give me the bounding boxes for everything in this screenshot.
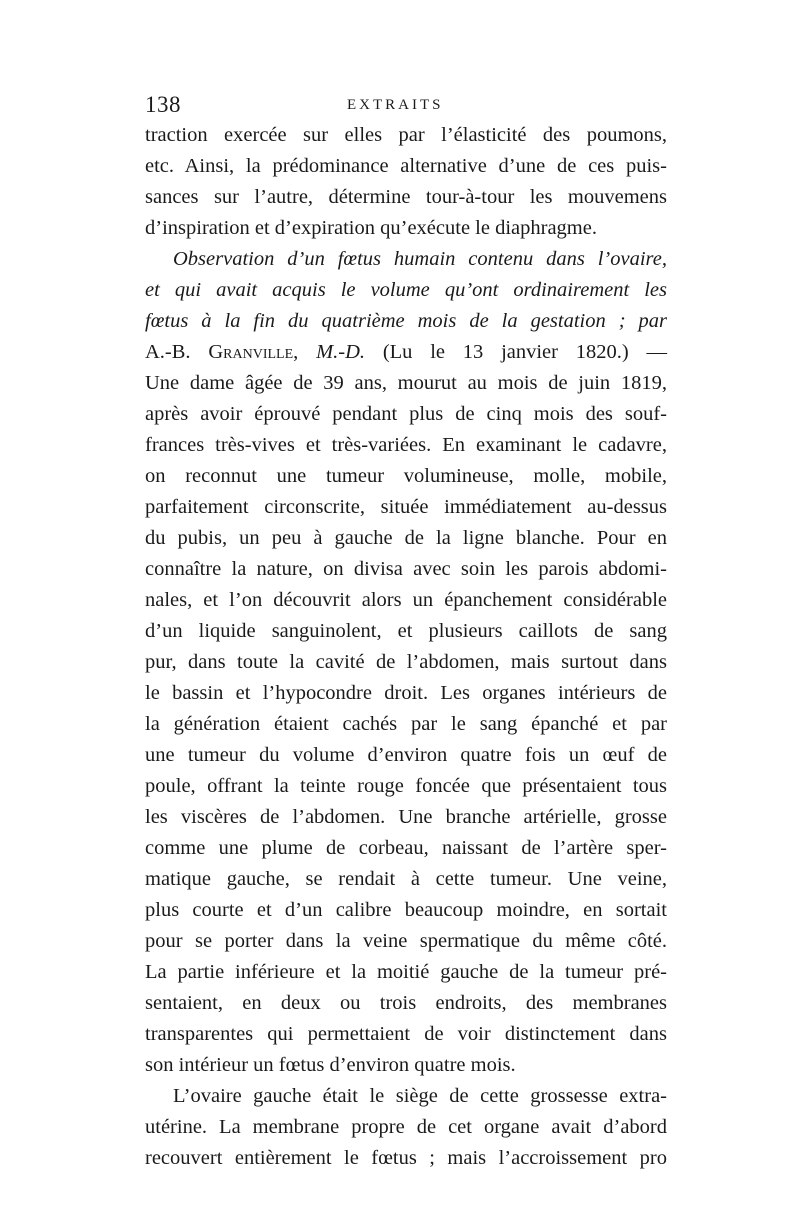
text-line: Une dame âgée de 39 ans, mourut au mois de juin 1819, (145, 372, 667, 394)
text-line: d’inspiration et d’expiration qu’exécute le diaphragme. (145, 217, 597, 239)
author-separator: , (293, 341, 317, 363)
article-title-line: et qui avait acquis le volume qu’ont ordinairement les (145, 279, 667, 301)
text-line: La partie inférieure et la moitié gauche de la tumeur pré- (145, 961, 667, 983)
text-line: d’un liquide sanguinolent, et plusieurs caillots de sang (145, 620, 667, 642)
text-line: utérine. La membrane propre de cet organe avait d’abord (145, 1116, 667, 1138)
text-line: nales, et l’on découvrit alors un épanchement considérable (145, 589, 667, 611)
text-line: transparentes qui permettaient de voir distinctement dans (145, 1023, 667, 1045)
text-line: du pubis, un peu à gauche de la ligne blanche. Pour en (145, 527, 667, 549)
author-initials: A.-B. (145, 341, 209, 363)
text-line: connaître la nature, on divisa avec soin les parois abdomi- (145, 558, 667, 580)
body-text (145, 120, 667, 1174)
text-line: sentaient, en deux ou trois endroits, des membranes (145, 992, 667, 1014)
text-line: recouvert entièrement le fœtus ; mais l’accroissement pro (145, 1147, 667, 1169)
text-line: son intérieur un fœtus d’environ quatre mois. (145, 1054, 516, 1076)
text-line: comme une plume de corbeau, naissant de l’artère sper- (145, 837, 667, 859)
text-line: pur, dans toute la cavité de l’abdomen, mais surtout dans (145, 651, 667, 673)
author-line (145, 337, 667, 368)
text-line: traction exercée sur elles par l’élasticité des poumons, (145, 124, 667, 146)
running-head: EXTRAITS (347, 97, 444, 113)
text-line: une tumeur du volume d’environ quatre fois un œuf de (145, 744, 667, 766)
text-line: sances sur l’autre, détermine tour-à-tour les mouvemens (145, 186, 667, 208)
text-line: parfaitement circonscrite, située immédiatement au-dessus (145, 496, 667, 518)
text-line: on reconnut une tumeur volumineuse, molle, mobile, (145, 465, 667, 487)
article-title-line: Observation d’un fœtus humain contenu dans l’ovaire, (173, 248, 667, 270)
text-line: plus courte et d’un calibre beaucoup moindre, en sortait (145, 899, 667, 921)
text-line: matique gauche, se rendait à cette tumeur. Une veine, (145, 868, 667, 890)
text-line: L’ovaire gauche était le siège de cette grossesse extra- (173, 1085, 667, 1107)
article-title-line: fœtus à la fin du quatrième mois de la gestation ; par (145, 310, 667, 332)
text-line: la génération étaient cachés par le sang épanché et par (145, 713, 667, 735)
text-line: poule, offrant la teinte rouge foncée que présentaient tous (145, 775, 667, 797)
page-header (145, 92, 667, 122)
reading-date: (Lu le 13 janvier 1820.) — (365, 341, 668, 363)
author-name: Granville (208, 341, 294, 363)
text-line: frances très-vives et très-variées. En examinant le cadavre, (145, 434, 667, 456)
text-line: etc. Ainsi, la prédominance alternative d’une de ces puis- (145, 155, 667, 177)
text-line: les viscères de l’abdomen. Une branche artérielle, grosse (145, 806, 667, 828)
text-line: pour se porter dans la veine spermatique du même côté. (145, 930, 667, 952)
text-line: le bassin et l’hypocondre droit. Les organes intérieurs de (145, 682, 667, 704)
author-degree: M.-D. (316, 341, 366, 363)
text-line: après avoir éprouvé pendant plus de cinq mois des souf- (145, 403, 667, 425)
page-number: 138 (145, 92, 181, 117)
